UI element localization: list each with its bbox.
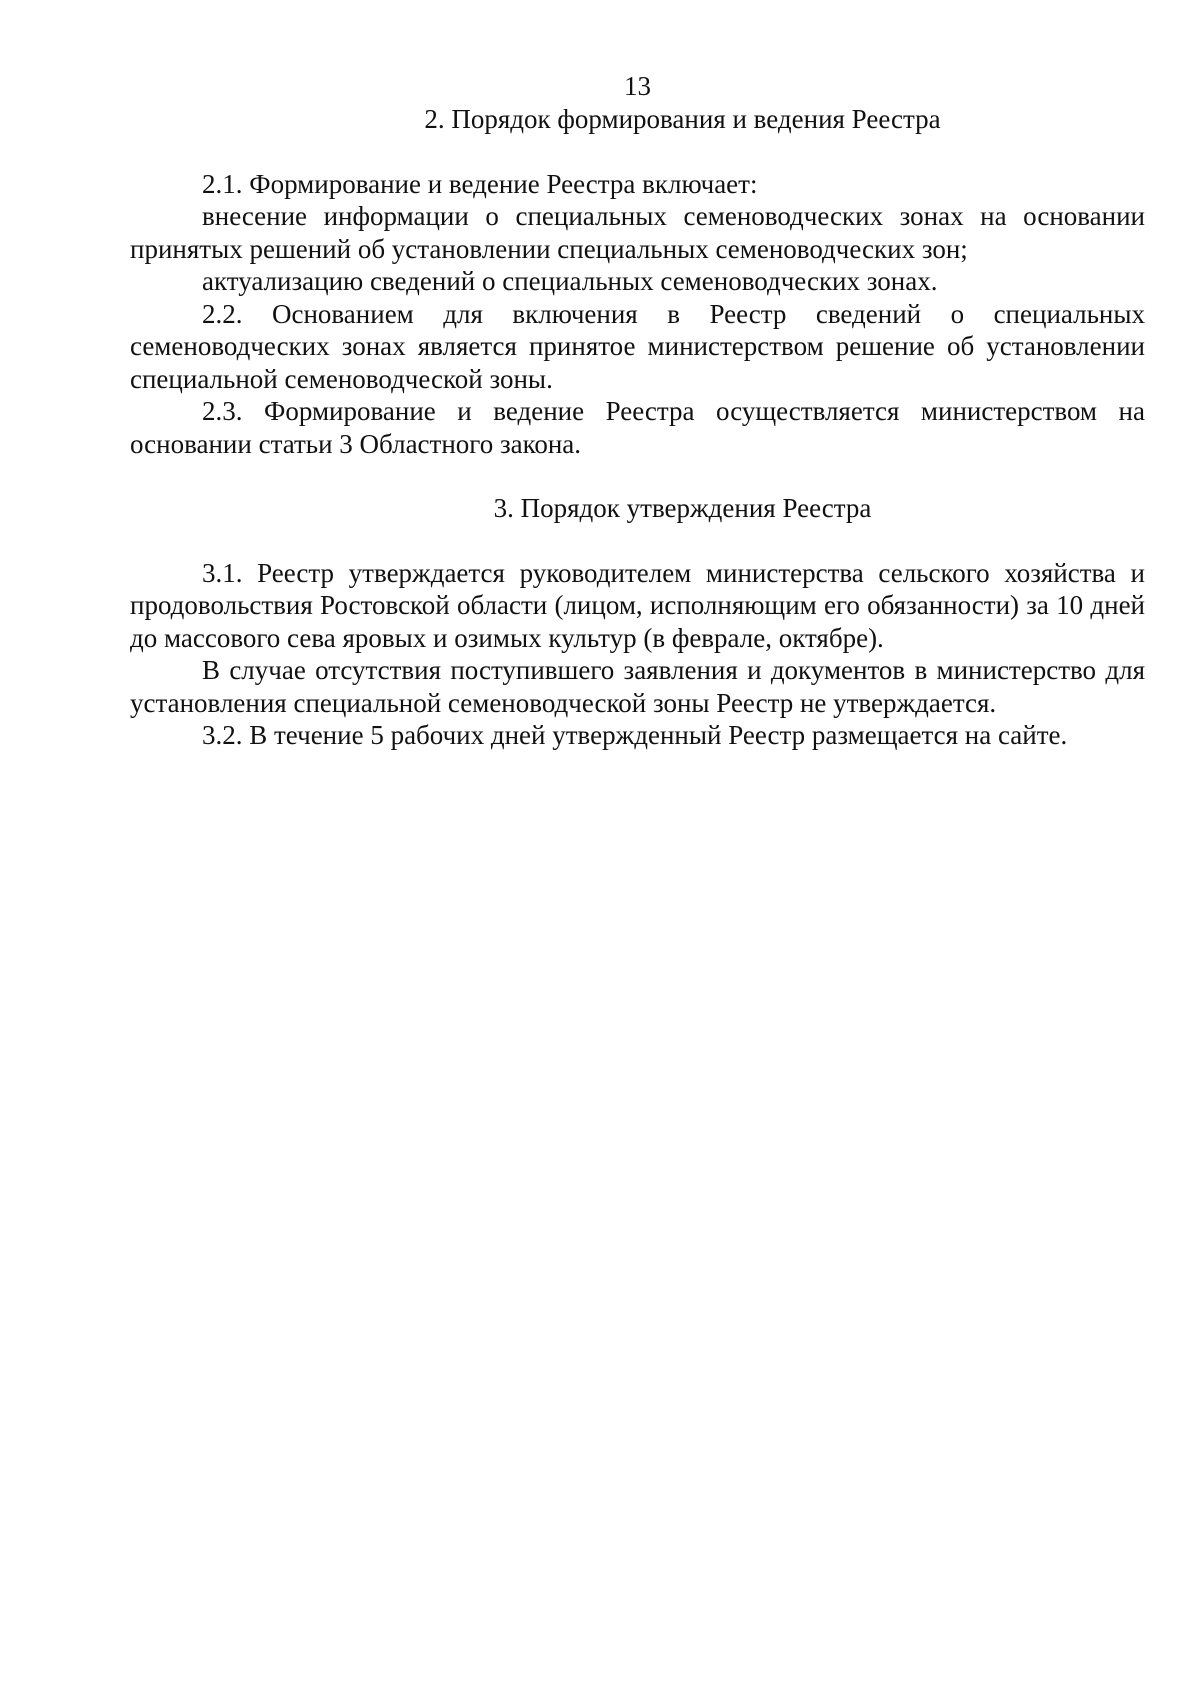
paragraph-2-3: 2.3. Формирование и ведение Реестра осуществляется министерством на основании статьи 3 Областного закона.	[130, 396, 1145, 459]
paragraph-2-1-item-2: актуализацию сведений о специальных семеноводческих зонах.	[202, 266, 938, 296]
paragraph-3-1: 3.1. Реестр утверждается руководителем министерства сельского хозяйства и продовольствия Ростовской области (лицом, исполняющим его обязанности) за 10 дней до массового сева яровых и озимых культур (в феврале, октябре).	[130, 557, 1145, 653]
document-body	[130, 103, 1145, 752]
paragraph-3-2: 3.2. В течение 5 рабочих дней утвержденный Реестр размещается на сайте.	[202, 720, 1068, 750]
page-number: 13	[624, 71, 651, 101]
paragraph-2-2: 2.2. Основанием для включения в Реестр сведений о специальных семеноводческих зонах является принятое министерством решение об установлении специальной семеноводческой зоны.	[130, 298, 1145, 394]
paragraph-2-1-item-1: внесение информации о специальных семеноводческих зонах на основании принятых решений об установлении специальных семеноводческих зон;	[130, 201, 1145, 264]
paragraph-3-1-note: В случае отсутствия поступившего заявления и документов в министерство для установления специальной семеноводческой зоны Реестр не утверждается.	[130, 655, 1145, 718]
section-3-heading: 3. Порядок утверждения Реестра	[493, 493, 872, 523]
paragraph-2-1: 2.1. Формирование и ведение Реестра включает:	[202, 168, 758, 199]
section-2-heading: 2. Порядок формирования и ведения Реестра	[424, 104, 941, 134]
